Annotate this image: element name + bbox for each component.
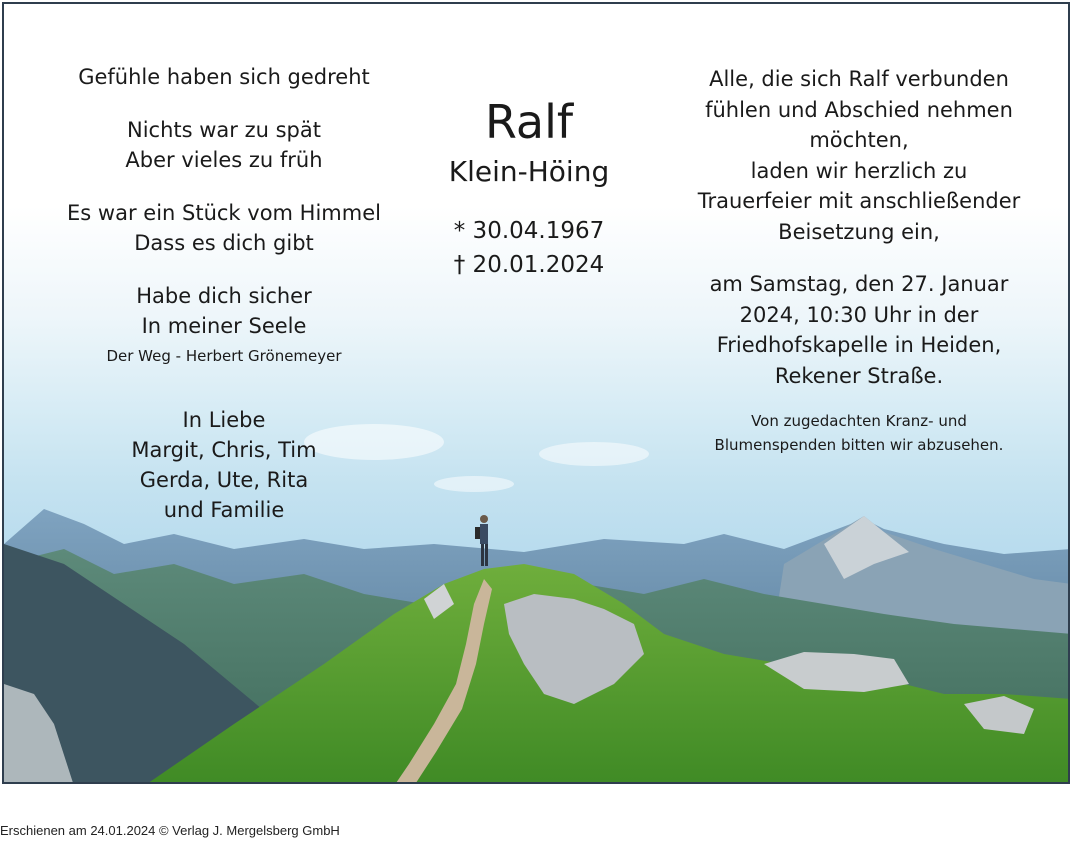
invitation-line: laden wir herzlich zu <box>750 158 968 183</box>
invitation-line: Trauerfeier mit anschließender <box>697 189 1021 213</box>
death-date: † 20.01.2024 <box>453 252 605 278</box>
verse-line: Dass es dich gibt <box>134 231 314 255</box>
note-line: Von zugedachten Kranz- und <box>751 412 967 430</box>
verse-stanza <box>44 198 404 258</box>
invitation-line: Alle, die sich Ralf verbunden <box>709 67 1009 91</box>
verse-line: Nichts war zu spät <box>127 118 321 142</box>
flower-note <box>684 409 1034 457</box>
family-line: Gerda, Ute, Rita <box>139 468 309 492</box>
cloud <box>434 476 514 492</box>
verse-line: Habe dich sicher <box>136 284 312 308</box>
ceremony-line: 2024, 10:30 Uhr in der <box>739 302 979 327</box>
ceremony-line: am Samstag, den 27. Januar <box>709 272 1009 296</box>
ceremony-line: Rekener Straße. <box>774 363 944 388</box>
cloud <box>539 442 649 466</box>
ceremony-details <box>684 269 1034 391</box>
family-line: und Familie <box>163 498 285 522</box>
verse-source: Der Weg - Herbert Grönemeyer <box>106 347 342 365</box>
first-name: Ralf <box>484 95 574 149</box>
obituary-card <box>2 2 1070 784</box>
verse-line: Gefühle haben sich gedreht <box>78 65 370 89</box>
verse-stanza <box>44 62 404 92</box>
invitation-line: fühlen und Abschied nehmen <box>705 97 1013 122</box>
verse-column <box>44 62 404 525</box>
family-line: In Liebe <box>182 408 266 432</box>
verse-line: In meiner Seele <box>141 314 307 338</box>
last-name: Klein-Höing <box>448 155 610 188</box>
verse-stanza <box>44 115 404 175</box>
note-line: Blumenspenden bitten wir abzusehen. <box>714 436 1004 454</box>
verse-stanza <box>44 281 404 341</box>
invitation-line: Beisetzung ein, <box>778 219 940 244</box>
family-line: Margit, Chris, Tim <box>131 438 317 462</box>
verse-line: Aber vieles zu früh <box>125 148 323 172</box>
publication-footer: Erschienen am 24.01.2024 © Verlag J. Mergelsberg GmbH <box>0 823 340 838</box>
invitation-text <box>684 64 1034 247</box>
birth-date: * 30.04.1967 <box>453 218 605 244</box>
deceased-column <box>404 92 654 282</box>
verse-line: Es war ein Stück vom Himmel <box>67 201 381 225</box>
ceremony-line: Friedhofskapelle in Heiden, <box>716 333 1002 357</box>
invitation-column <box>684 64 1034 457</box>
invitation-line: möchten, <box>809 128 909 152</box>
family-signature <box>44 405 404 525</box>
